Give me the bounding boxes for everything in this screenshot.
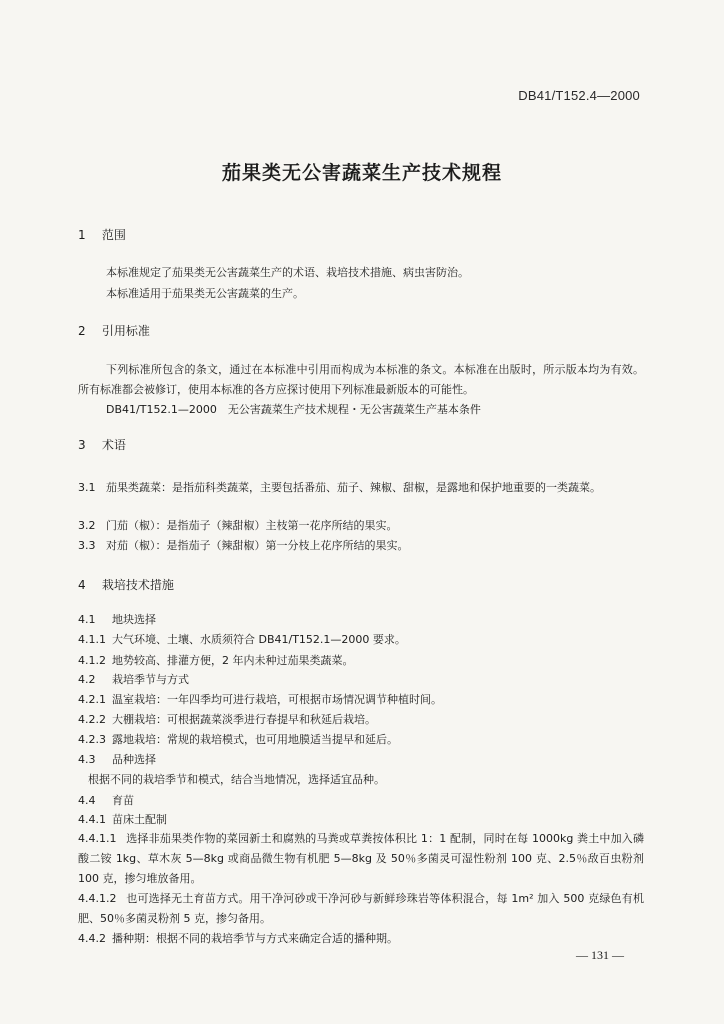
clause (78, 610, 156, 630)
section-number: 2 (78, 324, 86, 338)
paragraph: 下列标准所包含的条文，通过在本标准中引用而构成为本标准的条文。本标准在出版时，所示版本均为有效。所有标准都会被修订，使用本标准的各方应探讨使用下列标准最新版本的可能性。 (78, 363, 644, 396)
item-text: 栽培季节与方式 (112, 673, 189, 686)
paragraph: 本标准适用于茄果类无公害蔬菜的生产。 (106, 287, 304, 300)
item-text: 选择非茄果类作物的菜园新土和腐熟的马粪或草粪按体积比 1：1 配制，同时在每 1000kg 粪土中加入磷酸二铵 1kg、草木灰 5—8kg 或商品微生物有机肥 5—8kg 及 50％多菌灵可湿性粉剂 100 克、2.5％敌百虫粉剂 100 克，掺匀堆放备用。 (78, 832, 644, 885)
item-text: 播种期：根据不同的栽培季节与方式来确定合适的播种期。 (112, 932, 398, 945)
clause (78, 791, 134, 811)
clause (78, 730, 398, 750)
item-number: 4.2.3 (78, 733, 106, 746)
item-text: 地势较高、排灌方便，2 年内未种过茄果类蔬菜。 (112, 654, 354, 667)
item-text: 对茄（椒）：是指茄子（辣甜椒）第一分枝上花序所结的果实。 (106, 539, 409, 552)
clause (78, 810, 167, 830)
item-number: 4.4.1.1 (78, 832, 117, 845)
item-text: 门茄（椒）：是指茄子（辣甜椒）主枝第一花序所结的果实。 (106, 519, 398, 532)
item-number: 4.2.2 (78, 713, 106, 726)
item-text: 茄果类蔬菜：是指茄科类蔬菜，主要包括番茄、茄子、辣椒、甜椒，是露地和保护地重要的一类蔬菜。 (106, 481, 601, 494)
clause (78, 651, 354, 671)
item-number: 3.1 (78, 481, 96, 494)
clause (78, 929, 398, 949)
item-number: 4.1.2 (78, 654, 106, 667)
item-text: 温室栽培：一年四季均可进行栽培，可根据市场情况调节种植时间。 (112, 693, 442, 706)
item-text: 大棚栽培：可根据蔬菜淡季进行春提早和秋延后栽培。 (112, 713, 376, 726)
paragraph: 本标准规定了茄果类无公害蔬菜生产的术语、栽培技术措施、病虫害防治。 (106, 266, 469, 279)
section-number: 4 (78, 578, 86, 592)
item-text: 地块选择 (112, 613, 156, 626)
section-number: 3 (78, 438, 86, 452)
section-title: 栽培技术措施 (101, 578, 174, 592)
section-title: 范围 (101, 228, 126, 242)
item-number: 3.3 (78, 539, 96, 552)
item-text: 大气环境、土壤、水质须符合 DB41/T152.1—2000 要求。 (112, 633, 406, 646)
section-title: 引用标准 (101, 324, 150, 338)
clause (78, 690, 442, 710)
item-text: 露地栽培：常规的栽培模式，也可用地膜适当提早和延后。 (112, 733, 398, 746)
item-number: 3.2 (78, 519, 96, 532)
item-number: 4.4.2 (78, 932, 106, 945)
clause (78, 670, 189, 690)
item-number: 4.4.1 (78, 813, 106, 826)
clause (78, 630, 406, 650)
section-number: 1 (78, 228, 86, 242)
item-number: 4.3 (78, 753, 96, 766)
item-number: 4.4.1.2 (78, 892, 117, 905)
paragraph: 根据不同的栽培季节和模式，结合当地情况，选择适宜品种。 (88, 773, 385, 786)
reference-item: DB41/T152.1—2000 无公害蔬菜生产技术规程・无公害蔬菜生产基本条件 (106, 403, 481, 416)
clause (78, 710, 376, 730)
section-heading-4 (78, 576, 174, 593)
clause (78, 829, 644, 889)
page-number: — 131 — (576, 948, 624, 962)
clause (78, 750, 156, 770)
item-number: 4.2 (78, 673, 96, 686)
section-title: 术语 (101, 438, 126, 452)
page-title: 茄果类无公害蔬菜生产技术规程 (221, 162, 502, 184)
term-item (78, 516, 398, 536)
item-text: 育苗 (112, 794, 134, 807)
item-number: 4.1.1 (78, 633, 106, 646)
item-number: 4.1 (78, 613, 96, 626)
section-heading-1 (78, 226, 126, 243)
item-text: 也可选择无土育苗方式。用干净河砂或干净河砂与新鲜珍珠岩等体积混合，每 1m² 加入 500 克绿色有机肥、50％多菌灵粉剂 5 克，掺匀备用。 (78, 892, 644, 925)
section-heading-2 (78, 322, 150, 339)
item-text: 苗床土配制 (112, 813, 167, 826)
document-number: DB41/T152.4—2000 (518, 88, 640, 103)
clause (78, 889, 644, 929)
term-item (78, 536, 409, 556)
term-item (78, 478, 644, 498)
item-text: 品种选择 (112, 753, 156, 766)
section-heading-3 (78, 436, 126, 453)
item-number: 4.2.1 (78, 693, 106, 706)
item-number: 4.4 (78, 794, 96, 807)
